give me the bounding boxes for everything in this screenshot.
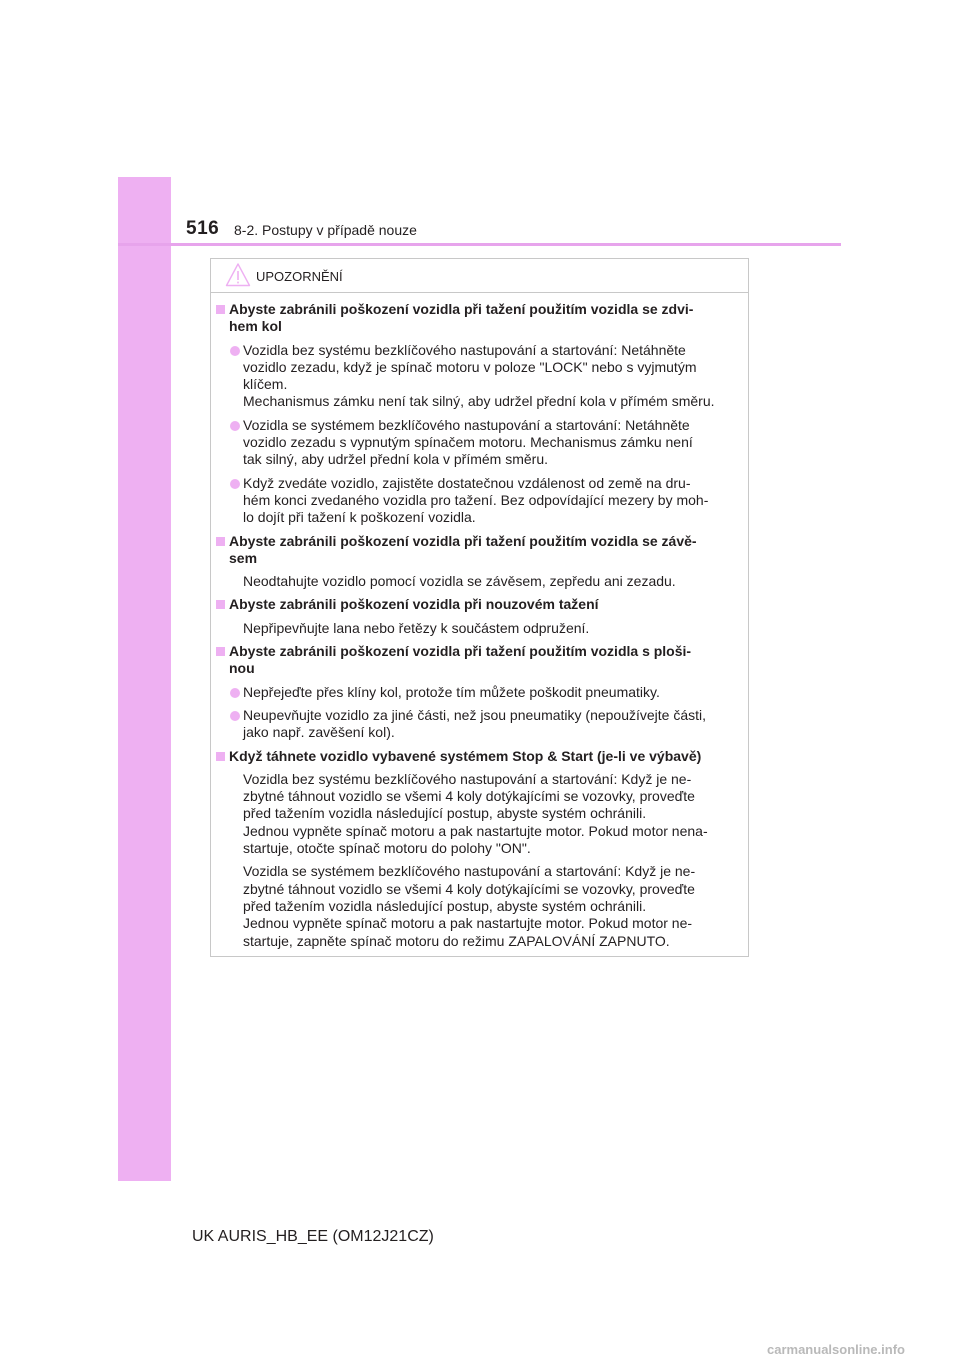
text-line: Neodtahujte vozidlo pomocí vozidla se závěsem, zepředu ani zezadu. (243, 573, 676, 590)
footer-model-code: UK AURIS_HB_EE (OM12J21CZ) (192, 1228, 434, 1245)
warning-paragraph (216, 863, 743, 949)
warning-bullet-item (216, 707, 743, 742)
text-line: Abyste zabránili poškození vozidla při tažení použitím vozidla se závě- (229, 532, 697, 549)
warning-triangle-icon (225, 262, 251, 288)
circle-bullet-icon (230, 479, 240, 489)
text-line: hém konci zvedaného vozidla pro tažení. Bez odpovídající mezery by moh- (243, 491, 709, 508)
text-line: nou (229, 660, 255, 677)
warning-heading (216, 643, 743, 678)
warning-heading (216, 596, 743, 613)
text-line: Jednou vypněte spínač motoru a pak nastartujte motor. Pokud motor nena- (243, 822, 708, 839)
text-line: Abyste zabránili poškození vozidla při tažení použitím vozidla se zdvi- (229, 301, 694, 317)
text-line: Vozidla bez systému bezklíčového nastupování a startování: Netáhněte (243, 341, 686, 358)
text-line: sem (229, 549, 258, 566)
square-bullet-icon (216, 305, 225, 314)
text-line: jako např. zavěšení kol). (243, 724, 395, 741)
warning-bullet-item (216, 684, 743, 701)
text-line: lo dojít při tažení k poškození vozidla. (243, 509, 476, 526)
text-line: Abyste zabránili poškození vozidla při nouzovém tažení (229, 596, 599, 613)
circle-bullet-icon (230, 711, 240, 721)
warning-bullet-item (216, 475, 743, 527)
text-line: před tažením vozidla následující postup, abyste systém ochránili. (243, 805, 647, 822)
page-number: 516 (186, 218, 220, 239)
text-line: tak silný, aby udržel přední kola v přímém směru. (243, 451, 549, 468)
warning-heading (216, 748, 743, 765)
text-line: startuje, otočte spínač motoru do polohy "ON". (243, 840, 531, 857)
text-line: Nepřejeďte přes klíny kol, protože tím můžete poškodit pneumatiky. (243, 683, 660, 700)
square-bullet-icon (216, 752, 225, 761)
text-line: Neupevňujte vozidlo za jiné části, než jsou pneumatiky (nepoužívejte části, (243, 706, 707, 723)
warning-paragraph (216, 573, 743, 590)
warning-header (225, 262, 343, 288)
text-line: zbytné táhnout vozidlo se všemi 4 koly dotýkajícími se vozovky, proveďte (243, 880, 695, 897)
text-line: Když táhnete vozidlo vybavené systémem Stop & Start (je-li ve výbavě) (229, 747, 702, 764)
warning-bullet-item (216, 417, 743, 469)
text-line: Abyste zabránili poškození vozidla při tažení použitím vozidla s ploši- (229, 643, 692, 660)
square-bullet-icon (216, 537, 225, 546)
text-line: klíčem. (243, 376, 288, 393)
text-line: Nepřipevňujte lana nebo řetězy k součástem odpružení. (243, 619, 590, 636)
text-line: před tažením vozidla následující postup, abyste systém ochránili. (243, 897, 647, 914)
side-tab-bar (118, 177, 171, 1181)
warning-paragraph (216, 771, 743, 857)
square-bullet-icon (216, 647, 225, 656)
warning-divider (211, 292, 748, 293)
text-line: startuje, zapněte spínač motoru do režimu ZAPALOVÁNÍ ZAPNUTO. (243, 932, 670, 949)
warning-content (216, 295, 743, 950)
circle-bullet-icon (230, 421, 240, 431)
text-line: zbytné táhnout vozidlo se všemi 4 koly dotýkajícími se vozovky, proveďte (243, 788, 695, 805)
header-rule (118, 243, 841, 246)
text-line: hem kol (229, 318, 282, 335)
warning-paragraph (216, 620, 743, 637)
warning-bullet-item (216, 342, 743, 411)
text-line: Mechanismus zámku není tak silný, aby udržel přední kola v přímém směru. (243, 393, 715, 410)
text-line: Vozidla se systémem bezklíčového nastupování a startování: Když je ne- (243, 863, 696, 880)
square-bullet-icon (216, 600, 225, 609)
text-line: Když zvedáte vozidlo, zajistěte dostatečnou vzdálenost od země na dru- (243, 474, 691, 491)
text-line: vozidlo zezadu, když je spínač motoru v poloze "LOCK" nebo s vyjmutým (243, 358, 697, 375)
watermark: carmanualsonline.info (767, 1342, 905, 1357)
circle-bullet-icon (230, 688, 240, 698)
warning-heading (216, 301, 743, 336)
text-line: Vozidla se systémem bezklíčového nastupování a startování: Netáhněte (243, 416, 690, 433)
warning-heading (216, 533, 743, 568)
text-line: Vozidla bez systému bezklíčového nastupování a startování: Když je ne- (243, 770, 692, 787)
text-line: vozidlo zezadu s vypnutým spínačem motoru. Mechanismus zámku není (243, 434, 693, 451)
warning-title: UPOZORNĚNÍ (256, 269, 343, 284)
text-line: Jednou vypněte spínač motoru a pak nastartujte motor. Pokud motor ne- (243, 915, 693, 932)
section-title: 8-2. Postupy v případě nouze (234, 222, 417, 238)
warning-box (210, 258, 749, 957)
circle-bullet-icon (230, 346, 240, 356)
